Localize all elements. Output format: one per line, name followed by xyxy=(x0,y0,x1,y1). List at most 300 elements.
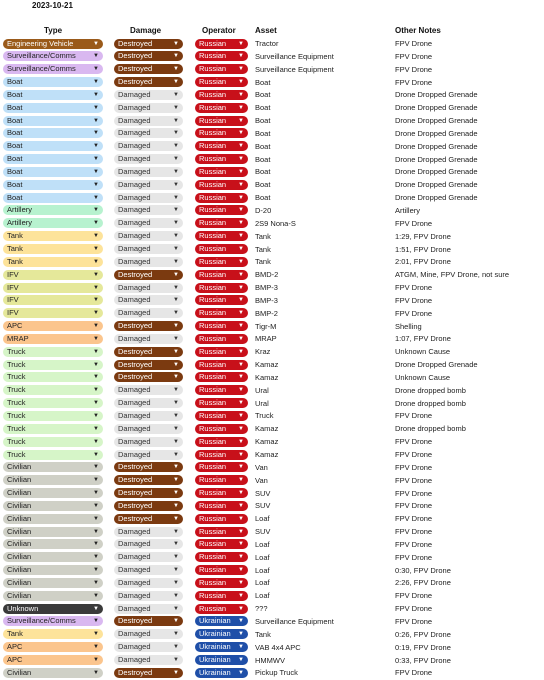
damage-dropdown[interactable] xyxy=(114,385,183,395)
damage-dropdown[interactable] xyxy=(114,668,183,678)
chevron-down-icon[interactable]: ▼ xyxy=(93,554,99,561)
operator-dropdown[interactable] xyxy=(195,193,248,203)
chevron-down-icon[interactable]: ▼ xyxy=(93,502,99,509)
chevron-down-icon[interactable]: ▼ xyxy=(93,53,99,60)
chevron-down-icon[interactable]: ▼ xyxy=(238,284,244,291)
chevron-down-icon[interactable]: ▼ xyxy=(238,361,244,368)
operator-dropdown[interactable] xyxy=(195,360,248,370)
damage-dropdown[interactable] xyxy=(114,514,183,524)
chevron-down-icon[interactable]: ▼ xyxy=(173,438,179,445)
operator-dropdown[interactable] xyxy=(195,270,248,280)
chevron-down-icon[interactable]: ▼ xyxy=(238,130,244,137)
operator-dropdown[interactable] xyxy=(195,501,248,511)
operator-dropdown[interactable] xyxy=(195,308,248,318)
chevron-down-icon[interactable]: ▼ xyxy=(238,40,244,47)
operator-dropdown[interactable] xyxy=(195,347,248,357)
chevron-down-icon[interactable]: ▼ xyxy=(173,528,179,535)
damage-dropdown[interactable] xyxy=(114,180,183,190)
operator-dropdown[interactable] xyxy=(195,398,248,408)
type-dropdown[interactable] xyxy=(3,527,103,537)
chevron-down-icon[interactable]: ▼ xyxy=(238,310,244,317)
chevron-down-icon[interactable]: ▼ xyxy=(238,425,244,432)
chevron-down-icon[interactable]: ▼ xyxy=(173,502,179,509)
chevron-down-icon[interactable]: ▼ xyxy=(93,91,99,98)
type-dropdown[interactable] xyxy=(3,552,103,562)
operator-dropdown[interactable] xyxy=(195,77,248,87)
operator-dropdown[interactable] xyxy=(195,64,248,74)
chevron-down-icon[interactable]: ▼ xyxy=(93,438,99,445)
chevron-down-icon[interactable]: ▼ xyxy=(173,181,179,188)
chevron-down-icon[interactable]: ▼ xyxy=(93,541,99,548)
damage-dropdown[interactable] xyxy=(114,591,183,601)
chevron-down-icon[interactable]: ▼ xyxy=(238,644,244,651)
chevron-down-icon[interactable]: ▼ xyxy=(238,477,244,484)
chevron-down-icon[interactable]: ▼ xyxy=(238,567,244,574)
damage-dropdown[interactable] xyxy=(114,604,183,614)
chevron-down-icon[interactable]: ▼ xyxy=(93,79,99,86)
damage-dropdown[interactable] xyxy=(114,218,183,228)
damage-dropdown[interactable] xyxy=(114,116,183,126)
chevron-down-icon[interactable]: ▼ xyxy=(93,168,99,175)
operator-dropdown[interactable] xyxy=(195,565,248,575)
type-dropdown[interactable] xyxy=(3,398,103,408)
damage-dropdown[interactable] xyxy=(114,167,183,177)
type-dropdown[interactable] xyxy=(3,64,103,74)
chevron-down-icon[interactable]: ▼ xyxy=(173,490,179,497)
chevron-down-icon[interactable]: ▼ xyxy=(93,412,99,419)
operator-dropdown[interactable] xyxy=(195,372,248,382)
chevron-down-icon[interactable]: ▼ xyxy=(238,91,244,98)
chevron-down-icon[interactable]: ▼ xyxy=(93,374,99,381)
damage-dropdown[interactable] xyxy=(114,398,183,408)
damage-dropdown[interactable] xyxy=(114,77,183,87)
chevron-down-icon[interactable]: ▼ xyxy=(93,631,99,638)
damage-dropdown[interactable] xyxy=(114,308,183,318)
damage-dropdown[interactable] xyxy=(114,103,183,113)
chevron-down-icon[interactable]: ▼ xyxy=(93,117,99,124)
type-dropdown[interactable] xyxy=(3,334,103,344)
chevron-down-icon[interactable]: ▼ xyxy=(93,284,99,291)
chevron-down-icon[interactable]: ▼ xyxy=(173,348,179,355)
chevron-down-icon[interactable]: ▼ xyxy=(238,335,244,342)
chevron-down-icon[interactable]: ▼ xyxy=(93,348,99,355)
chevron-down-icon[interactable]: ▼ xyxy=(93,271,99,278)
chevron-down-icon[interactable]: ▼ xyxy=(93,310,99,317)
operator-dropdown[interactable] xyxy=(195,629,248,639)
type-dropdown[interactable] xyxy=(3,116,103,126)
operator-dropdown[interactable] xyxy=(195,655,248,665)
chevron-down-icon[interactable]: ▼ xyxy=(238,168,244,175)
operator-dropdown[interactable] xyxy=(195,128,248,138)
damage-dropdown[interactable] xyxy=(114,270,183,280)
operator-dropdown[interactable] xyxy=(195,39,248,49)
chevron-down-icon[interactable]: ▼ xyxy=(173,130,179,137)
operator-dropdown[interactable] xyxy=(195,321,248,331)
damage-dropdown[interactable] xyxy=(114,154,183,164)
chevron-down-icon[interactable]: ▼ xyxy=(238,554,244,561)
chevron-down-icon[interactable]: ▼ xyxy=(238,605,244,612)
chevron-down-icon[interactable]: ▼ xyxy=(173,631,179,638)
chevron-down-icon[interactable]: ▼ xyxy=(93,207,99,214)
type-dropdown[interactable] xyxy=(3,167,103,177)
chevron-down-icon[interactable]: ▼ xyxy=(93,425,99,432)
type-dropdown[interactable] xyxy=(3,308,103,318)
operator-dropdown[interactable] xyxy=(195,539,248,549)
chevron-down-icon[interactable]: ▼ xyxy=(93,592,99,599)
type-dropdown[interactable] xyxy=(3,193,103,203)
type-dropdown[interactable] xyxy=(3,295,103,305)
chevron-down-icon[interactable]: ▼ xyxy=(93,477,99,484)
chevron-down-icon[interactable]: ▼ xyxy=(93,143,99,150)
operator-dropdown[interactable] xyxy=(195,437,248,447)
chevron-down-icon[interactable]: ▼ xyxy=(173,233,179,240)
type-dropdown[interactable] xyxy=(3,565,103,575)
chevron-down-icon[interactable]: ▼ xyxy=(173,271,179,278)
chevron-down-icon[interactable]: ▼ xyxy=(238,143,244,150)
operator-dropdown[interactable] xyxy=(195,450,248,460)
chevron-down-icon[interactable]: ▼ xyxy=(93,194,99,201)
damage-dropdown[interactable] xyxy=(114,488,183,498)
chevron-down-icon[interactable]: ▼ xyxy=(173,335,179,342)
type-dropdown[interactable] xyxy=(3,218,103,228)
operator-dropdown[interactable] xyxy=(195,141,248,151)
chevron-down-icon[interactable]: ▼ xyxy=(93,40,99,47)
damage-dropdown[interactable] xyxy=(114,552,183,562)
chevron-down-icon[interactable]: ▼ xyxy=(238,438,244,445)
chevron-down-icon[interactable]: ▼ xyxy=(173,117,179,124)
type-dropdown[interactable] xyxy=(3,462,103,472)
type-dropdown[interactable] xyxy=(3,642,103,652)
chevron-down-icon[interactable]: ▼ xyxy=(93,130,99,137)
chevron-down-icon[interactable]: ▼ xyxy=(93,220,99,227)
chevron-down-icon[interactable]: ▼ xyxy=(173,258,179,265)
operator-dropdown[interactable] xyxy=(195,257,248,267)
type-dropdown[interactable] xyxy=(3,475,103,485)
chevron-down-icon[interactable]: ▼ xyxy=(173,361,179,368)
damage-dropdown[interactable] xyxy=(114,64,183,74)
chevron-down-icon[interactable]: ▼ xyxy=(173,515,179,522)
chevron-down-icon[interactable]: ▼ xyxy=(173,618,179,625)
chevron-down-icon[interactable]: ▼ xyxy=(93,400,99,407)
damage-dropdown[interactable] xyxy=(114,257,183,267)
operator-dropdown[interactable] xyxy=(195,488,248,498)
type-dropdown[interactable] xyxy=(3,128,103,138)
chevron-down-icon[interactable]: ▼ xyxy=(173,91,179,98)
chevron-down-icon[interactable]: ▼ xyxy=(173,168,179,175)
type-dropdown[interactable] xyxy=(3,437,103,447)
operator-dropdown[interactable] xyxy=(195,154,248,164)
chevron-down-icon[interactable]: ▼ xyxy=(238,66,244,73)
damage-dropdown[interactable] xyxy=(114,411,183,421)
operator-dropdown[interactable] xyxy=(195,604,248,614)
type-dropdown[interactable] xyxy=(3,616,103,626)
type-dropdown[interactable] xyxy=(3,51,103,61)
chevron-down-icon[interactable]: ▼ xyxy=(173,451,179,458)
chevron-down-icon[interactable]: ▼ xyxy=(173,246,179,252)
chevron-down-icon[interactable]: ▼ xyxy=(173,284,179,291)
chevron-down-icon[interactable]: ▼ xyxy=(173,477,179,484)
damage-dropdown[interactable] xyxy=(114,629,183,639)
type-dropdown[interactable] xyxy=(3,141,103,151)
damage-dropdown[interactable] xyxy=(114,283,183,293)
damage-dropdown[interactable] xyxy=(114,244,183,254)
chevron-down-icon[interactable]: ▼ xyxy=(173,297,179,304)
type-dropdown[interactable] xyxy=(3,283,103,293)
chevron-down-icon[interactable]: ▼ xyxy=(238,156,244,163)
chevron-down-icon[interactable]: ▼ xyxy=(173,66,179,73)
chevron-down-icon[interactable]: ▼ xyxy=(93,335,99,342)
chevron-down-icon[interactable]: ▼ xyxy=(93,387,99,394)
type-dropdown[interactable] xyxy=(3,629,103,639)
chevron-down-icon[interactable]: ▼ xyxy=(93,464,99,471)
operator-dropdown[interactable] xyxy=(195,116,248,126)
type-dropdown[interactable] xyxy=(3,257,103,267)
type-dropdown[interactable] xyxy=(3,655,103,665)
operator-dropdown[interactable] xyxy=(195,462,248,472)
chevron-down-icon[interactable]: ▼ xyxy=(238,323,244,330)
operator-dropdown[interactable] xyxy=(195,231,248,241)
operator-dropdown[interactable] xyxy=(195,334,248,344)
chevron-down-icon[interactable]: ▼ xyxy=(93,104,99,111)
type-dropdown[interactable] xyxy=(3,372,103,382)
chevron-down-icon[interactable]: ▼ xyxy=(93,361,99,368)
chevron-down-icon[interactable]: ▼ xyxy=(238,348,244,355)
type-dropdown[interactable] xyxy=(3,39,103,49)
chevron-down-icon[interactable]: ▼ xyxy=(238,207,244,214)
chevron-down-icon[interactable]: ▼ xyxy=(238,374,244,381)
type-dropdown[interactable] xyxy=(3,604,103,614)
type-dropdown[interactable] xyxy=(3,154,103,164)
chevron-down-icon[interactable]: ▼ xyxy=(173,669,179,676)
chevron-down-icon[interactable]: ▼ xyxy=(238,657,244,663)
operator-dropdown[interactable] xyxy=(195,616,248,626)
chevron-down-icon[interactable]: ▼ xyxy=(238,220,244,227)
type-dropdown[interactable] xyxy=(3,244,103,254)
chevron-down-icon[interactable]: ▼ xyxy=(93,156,99,163)
chevron-down-icon[interactable]: ▼ xyxy=(173,592,179,599)
chevron-down-icon[interactable]: ▼ xyxy=(173,79,179,86)
chevron-down-icon[interactable]: ▼ xyxy=(93,657,99,663)
damage-dropdown[interactable] xyxy=(114,334,183,344)
operator-dropdown[interactable] xyxy=(195,411,248,421)
chevron-down-icon[interactable]: ▼ xyxy=(173,374,179,381)
chevron-down-icon[interactable]: ▼ xyxy=(93,644,99,651)
chevron-down-icon[interactable]: ▼ xyxy=(93,297,99,304)
chevron-down-icon[interactable]: ▼ xyxy=(173,541,179,548)
damage-dropdown[interactable] xyxy=(114,321,183,331)
chevron-down-icon[interactable]: ▼ xyxy=(238,541,244,548)
operator-dropdown[interactable] xyxy=(195,90,248,100)
damage-dropdown[interactable] xyxy=(114,616,183,626)
chevron-down-icon[interactable]: ▼ xyxy=(238,502,244,509)
operator-dropdown[interactable] xyxy=(195,552,248,562)
damage-dropdown[interactable] xyxy=(114,527,183,537)
chevron-down-icon[interactable]: ▼ xyxy=(93,323,99,330)
type-dropdown[interactable] xyxy=(3,450,103,460)
chevron-down-icon[interactable]: ▼ xyxy=(238,451,244,458)
chevron-down-icon[interactable]: ▼ xyxy=(238,528,244,535)
chevron-down-icon[interactable]: ▼ xyxy=(238,117,244,124)
type-dropdown[interactable] xyxy=(3,347,103,357)
chevron-down-icon[interactable]: ▼ xyxy=(173,579,179,586)
chevron-down-icon[interactable]: ▼ xyxy=(238,297,244,304)
chevron-down-icon[interactable]: ▼ xyxy=(173,400,179,407)
chevron-down-icon[interactable]: ▼ xyxy=(173,644,179,651)
chevron-down-icon[interactable]: ▼ xyxy=(238,104,244,111)
operator-dropdown[interactable] xyxy=(195,527,248,537)
chevron-down-icon[interactable]: ▼ xyxy=(173,323,179,330)
damage-dropdown[interactable] xyxy=(114,437,183,447)
operator-dropdown[interactable] xyxy=(195,385,248,395)
chevron-down-icon[interactable]: ▼ xyxy=(93,567,99,574)
operator-dropdown[interactable] xyxy=(195,475,248,485)
chevron-down-icon[interactable]: ▼ xyxy=(173,220,179,227)
chevron-down-icon[interactable]: ▼ xyxy=(238,181,244,188)
operator-dropdown[interactable] xyxy=(195,424,248,434)
damage-dropdown[interactable] xyxy=(114,475,183,485)
type-dropdown[interactable] xyxy=(3,360,103,370)
type-dropdown[interactable] xyxy=(3,270,103,280)
chevron-down-icon[interactable]: ▼ xyxy=(173,194,179,201)
chevron-down-icon[interactable]: ▼ xyxy=(93,233,99,240)
chevron-down-icon[interactable]: ▼ xyxy=(173,207,179,214)
chevron-down-icon[interactable]: ▼ xyxy=(238,271,244,278)
chevron-down-icon[interactable]: ▼ xyxy=(173,40,179,47)
type-dropdown[interactable] xyxy=(3,591,103,601)
operator-dropdown[interactable] xyxy=(195,283,248,293)
operator-dropdown[interactable] xyxy=(195,514,248,524)
damage-dropdown[interactable] xyxy=(114,193,183,203)
chevron-down-icon[interactable]: ▼ xyxy=(238,618,244,625)
chevron-down-icon[interactable]: ▼ xyxy=(238,79,244,86)
damage-dropdown[interactable] xyxy=(114,90,183,100)
damage-dropdown[interactable] xyxy=(114,128,183,138)
type-dropdown[interactable] xyxy=(3,231,103,241)
chevron-down-icon[interactable]: ▼ xyxy=(173,104,179,111)
type-dropdown[interactable] xyxy=(3,578,103,588)
chevron-down-icon[interactable]: ▼ xyxy=(173,53,179,60)
operator-dropdown[interactable] xyxy=(195,205,248,215)
chevron-down-icon[interactable]: ▼ xyxy=(238,412,244,419)
chevron-down-icon[interactable]: ▼ xyxy=(173,387,179,394)
chevron-down-icon[interactable]: ▼ xyxy=(93,669,99,676)
operator-dropdown[interactable] xyxy=(195,218,248,228)
damage-dropdown[interactable] xyxy=(114,231,183,241)
damage-dropdown[interactable] xyxy=(114,360,183,370)
chevron-down-icon[interactable]: ▼ xyxy=(173,310,179,317)
operator-dropdown[interactable] xyxy=(195,668,248,678)
chevron-down-icon[interactable]: ▼ xyxy=(173,605,179,612)
chevron-down-icon[interactable]: ▼ xyxy=(238,258,244,265)
operator-dropdown[interactable] xyxy=(195,295,248,305)
type-dropdown[interactable] xyxy=(3,103,103,113)
type-dropdown[interactable] xyxy=(3,90,103,100)
chevron-down-icon[interactable]: ▼ xyxy=(238,194,244,201)
chevron-down-icon[interactable]: ▼ xyxy=(93,451,99,458)
damage-dropdown[interactable] xyxy=(114,424,183,434)
chevron-down-icon[interactable]: ▼ xyxy=(238,387,244,394)
damage-dropdown[interactable] xyxy=(114,295,183,305)
type-dropdown[interactable] xyxy=(3,501,103,511)
chevron-down-icon[interactable]: ▼ xyxy=(93,181,99,188)
damage-dropdown[interactable] xyxy=(114,450,183,460)
chevron-down-icon[interactable]: ▼ xyxy=(238,631,244,638)
chevron-down-icon[interactable]: ▼ xyxy=(173,156,179,163)
chevron-down-icon[interactable]: ▼ xyxy=(173,554,179,561)
chevron-down-icon[interactable]: ▼ xyxy=(238,53,244,60)
operator-dropdown[interactable] xyxy=(195,578,248,588)
chevron-down-icon[interactable]: ▼ xyxy=(238,592,244,599)
type-dropdown[interactable] xyxy=(3,205,103,215)
operator-dropdown[interactable] xyxy=(195,51,248,61)
chevron-down-icon[interactable]: ▼ xyxy=(238,579,244,586)
damage-dropdown[interactable] xyxy=(114,141,183,151)
chevron-down-icon[interactable]: ▼ xyxy=(93,579,99,586)
chevron-down-icon[interactable]: ▼ xyxy=(93,618,99,625)
operator-dropdown[interactable] xyxy=(195,591,248,601)
damage-dropdown[interactable] xyxy=(114,39,183,49)
chevron-down-icon[interactable]: ▼ xyxy=(173,567,179,574)
operator-dropdown[interactable] xyxy=(195,180,248,190)
chevron-down-icon[interactable]: ▼ xyxy=(93,246,99,252)
damage-dropdown[interactable] xyxy=(114,462,183,472)
operator-dropdown[interactable] xyxy=(195,103,248,113)
chevron-down-icon[interactable]: ▼ xyxy=(238,246,244,252)
damage-dropdown[interactable] xyxy=(114,565,183,575)
chevron-down-icon[interactable]: ▼ xyxy=(93,66,99,73)
damage-dropdown[interactable] xyxy=(114,655,183,665)
operator-dropdown[interactable] xyxy=(195,244,248,254)
chevron-down-icon[interactable]: ▼ xyxy=(93,490,99,497)
type-dropdown[interactable] xyxy=(3,514,103,524)
operator-dropdown[interactable] xyxy=(195,167,248,177)
type-dropdown[interactable] xyxy=(3,411,103,421)
type-dropdown[interactable] xyxy=(3,539,103,549)
damage-dropdown[interactable] xyxy=(114,642,183,652)
chevron-down-icon[interactable]: ▼ xyxy=(238,464,244,471)
type-dropdown[interactable] xyxy=(3,321,103,331)
type-dropdown[interactable] xyxy=(3,424,103,434)
chevron-down-icon[interactable]: ▼ xyxy=(93,515,99,522)
chevron-down-icon[interactable]: ▼ xyxy=(173,143,179,150)
operator-dropdown[interactable] xyxy=(195,642,248,652)
chevron-down-icon[interactable]: ▼ xyxy=(173,464,179,471)
chevron-down-icon[interactable]: ▼ xyxy=(238,669,244,676)
chevron-down-icon[interactable]: ▼ xyxy=(238,490,244,497)
chevron-down-icon[interactable]: ▼ xyxy=(173,412,179,419)
damage-dropdown[interactable] xyxy=(114,205,183,215)
chevron-down-icon[interactable]: ▼ xyxy=(238,233,244,240)
damage-dropdown[interactable] xyxy=(114,347,183,357)
type-dropdown[interactable] xyxy=(3,77,103,87)
damage-dropdown[interactable] xyxy=(114,539,183,549)
chevron-down-icon[interactable]: ▼ xyxy=(238,400,244,407)
chevron-down-icon[interactable]: ▼ xyxy=(93,605,99,612)
chevron-down-icon[interactable]: ▼ xyxy=(93,258,99,265)
damage-dropdown[interactable] xyxy=(114,501,183,511)
damage-dropdown[interactable] xyxy=(114,578,183,588)
damage-dropdown[interactable] xyxy=(114,372,183,382)
type-dropdown[interactable] xyxy=(3,385,103,395)
type-dropdown[interactable] xyxy=(3,488,103,498)
damage-dropdown[interactable] xyxy=(114,51,183,61)
chevron-down-icon[interactable]: ▼ xyxy=(93,528,99,535)
chevron-down-icon[interactable]: ▼ xyxy=(173,657,179,663)
chevron-down-icon[interactable]: ▼ xyxy=(238,515,244,522)
chevron-down-icon[interactable]: ▼ xyxy=(173,425,179,432)
type-dropdown[interactable] xyxy=(3,668,103,678)
type-dropdown[interactable] xyxy=(3,180,103,190)
